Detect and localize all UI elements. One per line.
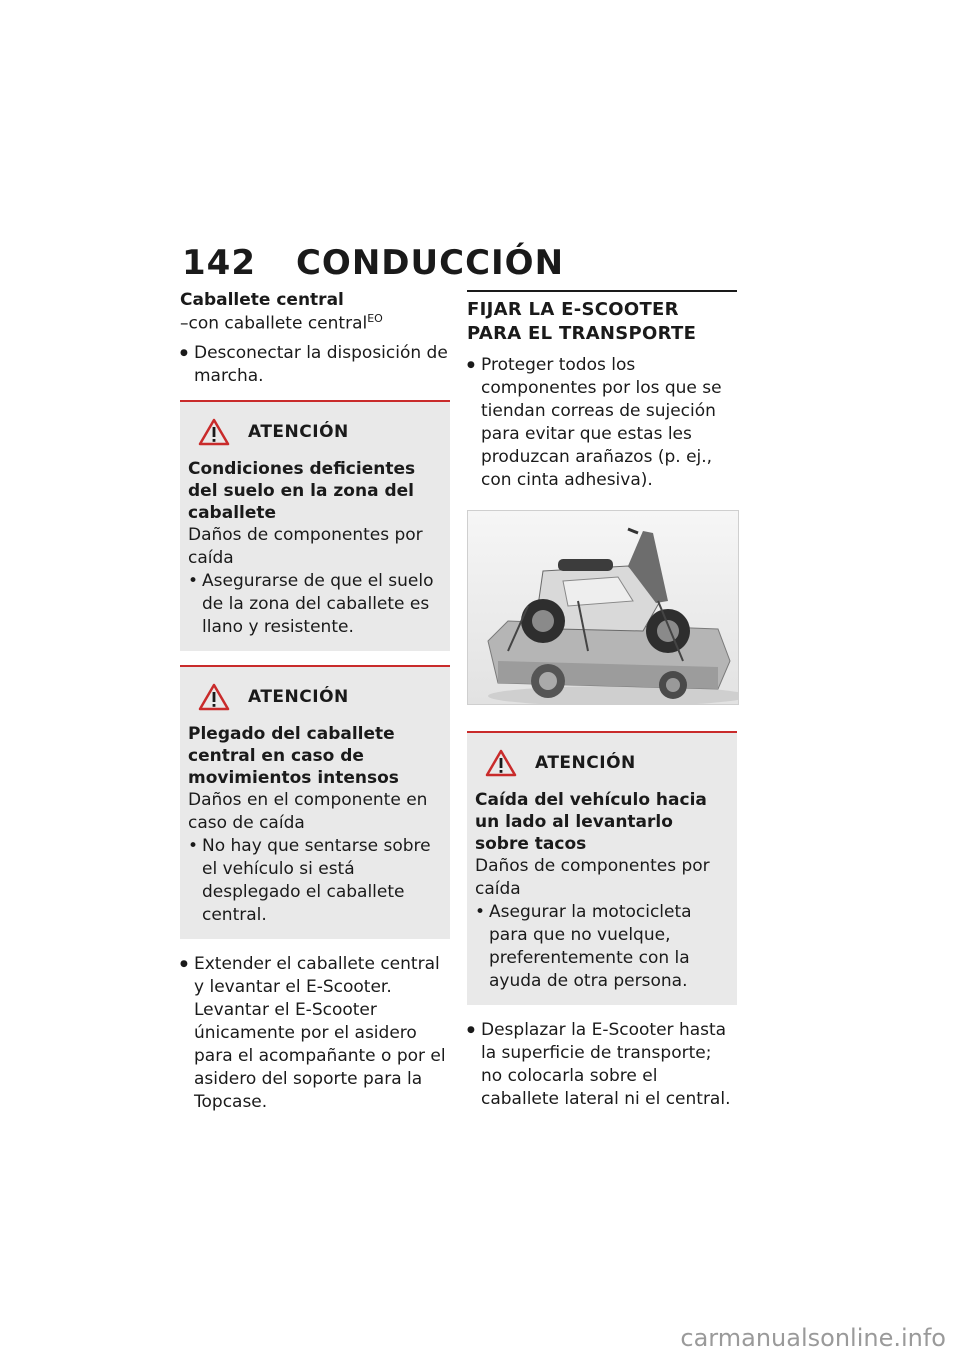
page-number: 142 bbox=[182, 243, 256, 283]
warning-title: ATENCIÓN bbox=[535, 753, 636, 773]
right-column bbox=[467, 290, 737, 1117]
warning-title: ATENCIÓN bbox=[248, 421, 349, 442]
warning-title: ATENCIÓN bbox=[248, 686, 349, 707]
warning-action: • Asegurar la motocicleta para que no vuelque, preferentemente con la ayuda de otra persona. bbox=[475, 901, 729, 993]
warning-consequence: Daños de componentes por caída bbox=[188, 524, 423, 568]
warning-heading: Plegado del caballete central en caso de movimientos intensos bbox=[188, 723, 399, 788]
left-column bbox=[180, 290, 450, 1120]
instruction-bullet: ● Proteger todos los componentes por los que se tiendan correas de sujeción para evitar que estas les produzcan arañazos (p. ej., con cinta adhesiva). bbox=[467, 354, 737, 492]
warning-consequence: Daños de componentes por caída bbox=[475, 856, 710, 899]
chapter-title: CONDUCCIÓN bbox=[295, 243, 565, 283]
instruction-bullet: ● Desconectar la disposición de marcha. bbox=[180, 342, 450, 388]
warning-box bbox=[467, 731, 737, 1005]
warning-consequence: Daños en el componente en caso de caída bbox=[188, 789, 428, 833]
page-header bbox=[182, 243, 564, 283]
warning-action: • Asegurarse de que el suelo de la zona del caballete es llano y resistente. bbox=[188, 570, 442, 639]
warning-heading: Caída del vehículo hacia un lado al levantarlo sobre tacos bbox=[475, 790, 707, 854]
warning-triangle-icon bbox=[485, 749, 517, 777]
section-subtitle: –con caballete central$^{EO}$ bbox=[180, 312, 383, 334]
section-title: Caballete central bbox=[180, 290, 344, 310]
warning-triangle-icon bbox=[198, 418, 230, 446]
instruction-bullet: ● Desplazar la E-Scooter hasta la superficie de transporte; no colocarla sobre el caballete lateral ni el central. bbox=[467, 1019, 737, 1111]
warning-action: • No hay que sentarse sobre el vehículo si está desplegado el caballete central. bbox=[188, 835, 442, 927]
section-heading: FIJAR LA E-SCOOTER PARA EL TRANSPORTE bbox=[467, 299, 697, 344]
scooter-on-trailer-photo bbox=[467, 510, 739, 705]
watermark: carmanualsonline.info bbox=[680, 1324, 946, 1352]
warning-box bbox=[180, 400, 450, 651]
section-rule bbox=[467, 290, 737, 292]
warning-box bbox=[180, 665, 450, 939]
warning-heading: Condiciones deficientes del suelo en la zona del caballete bbox=[188, 458, 416, 523]
warning-header bbox=[198, 683, 442, 711]
warning-triangle-icon bbox=[198, 683, 230, 711]
warning-header bbox=[198, 418, 442, 446]
subtitle-superscript: EO bbox=[367, 312, 383, 325]
warning-header bbox=[485, 749, 729, 777]
instruction-bullet: ● Extender el caballete central y levantar el E-Scooter. Levantar el E-Scooter únicamente por el asidero para el acompañante o por el asidero del soporte para la Topcase. bbox=[180, 953, 450, 1114]
